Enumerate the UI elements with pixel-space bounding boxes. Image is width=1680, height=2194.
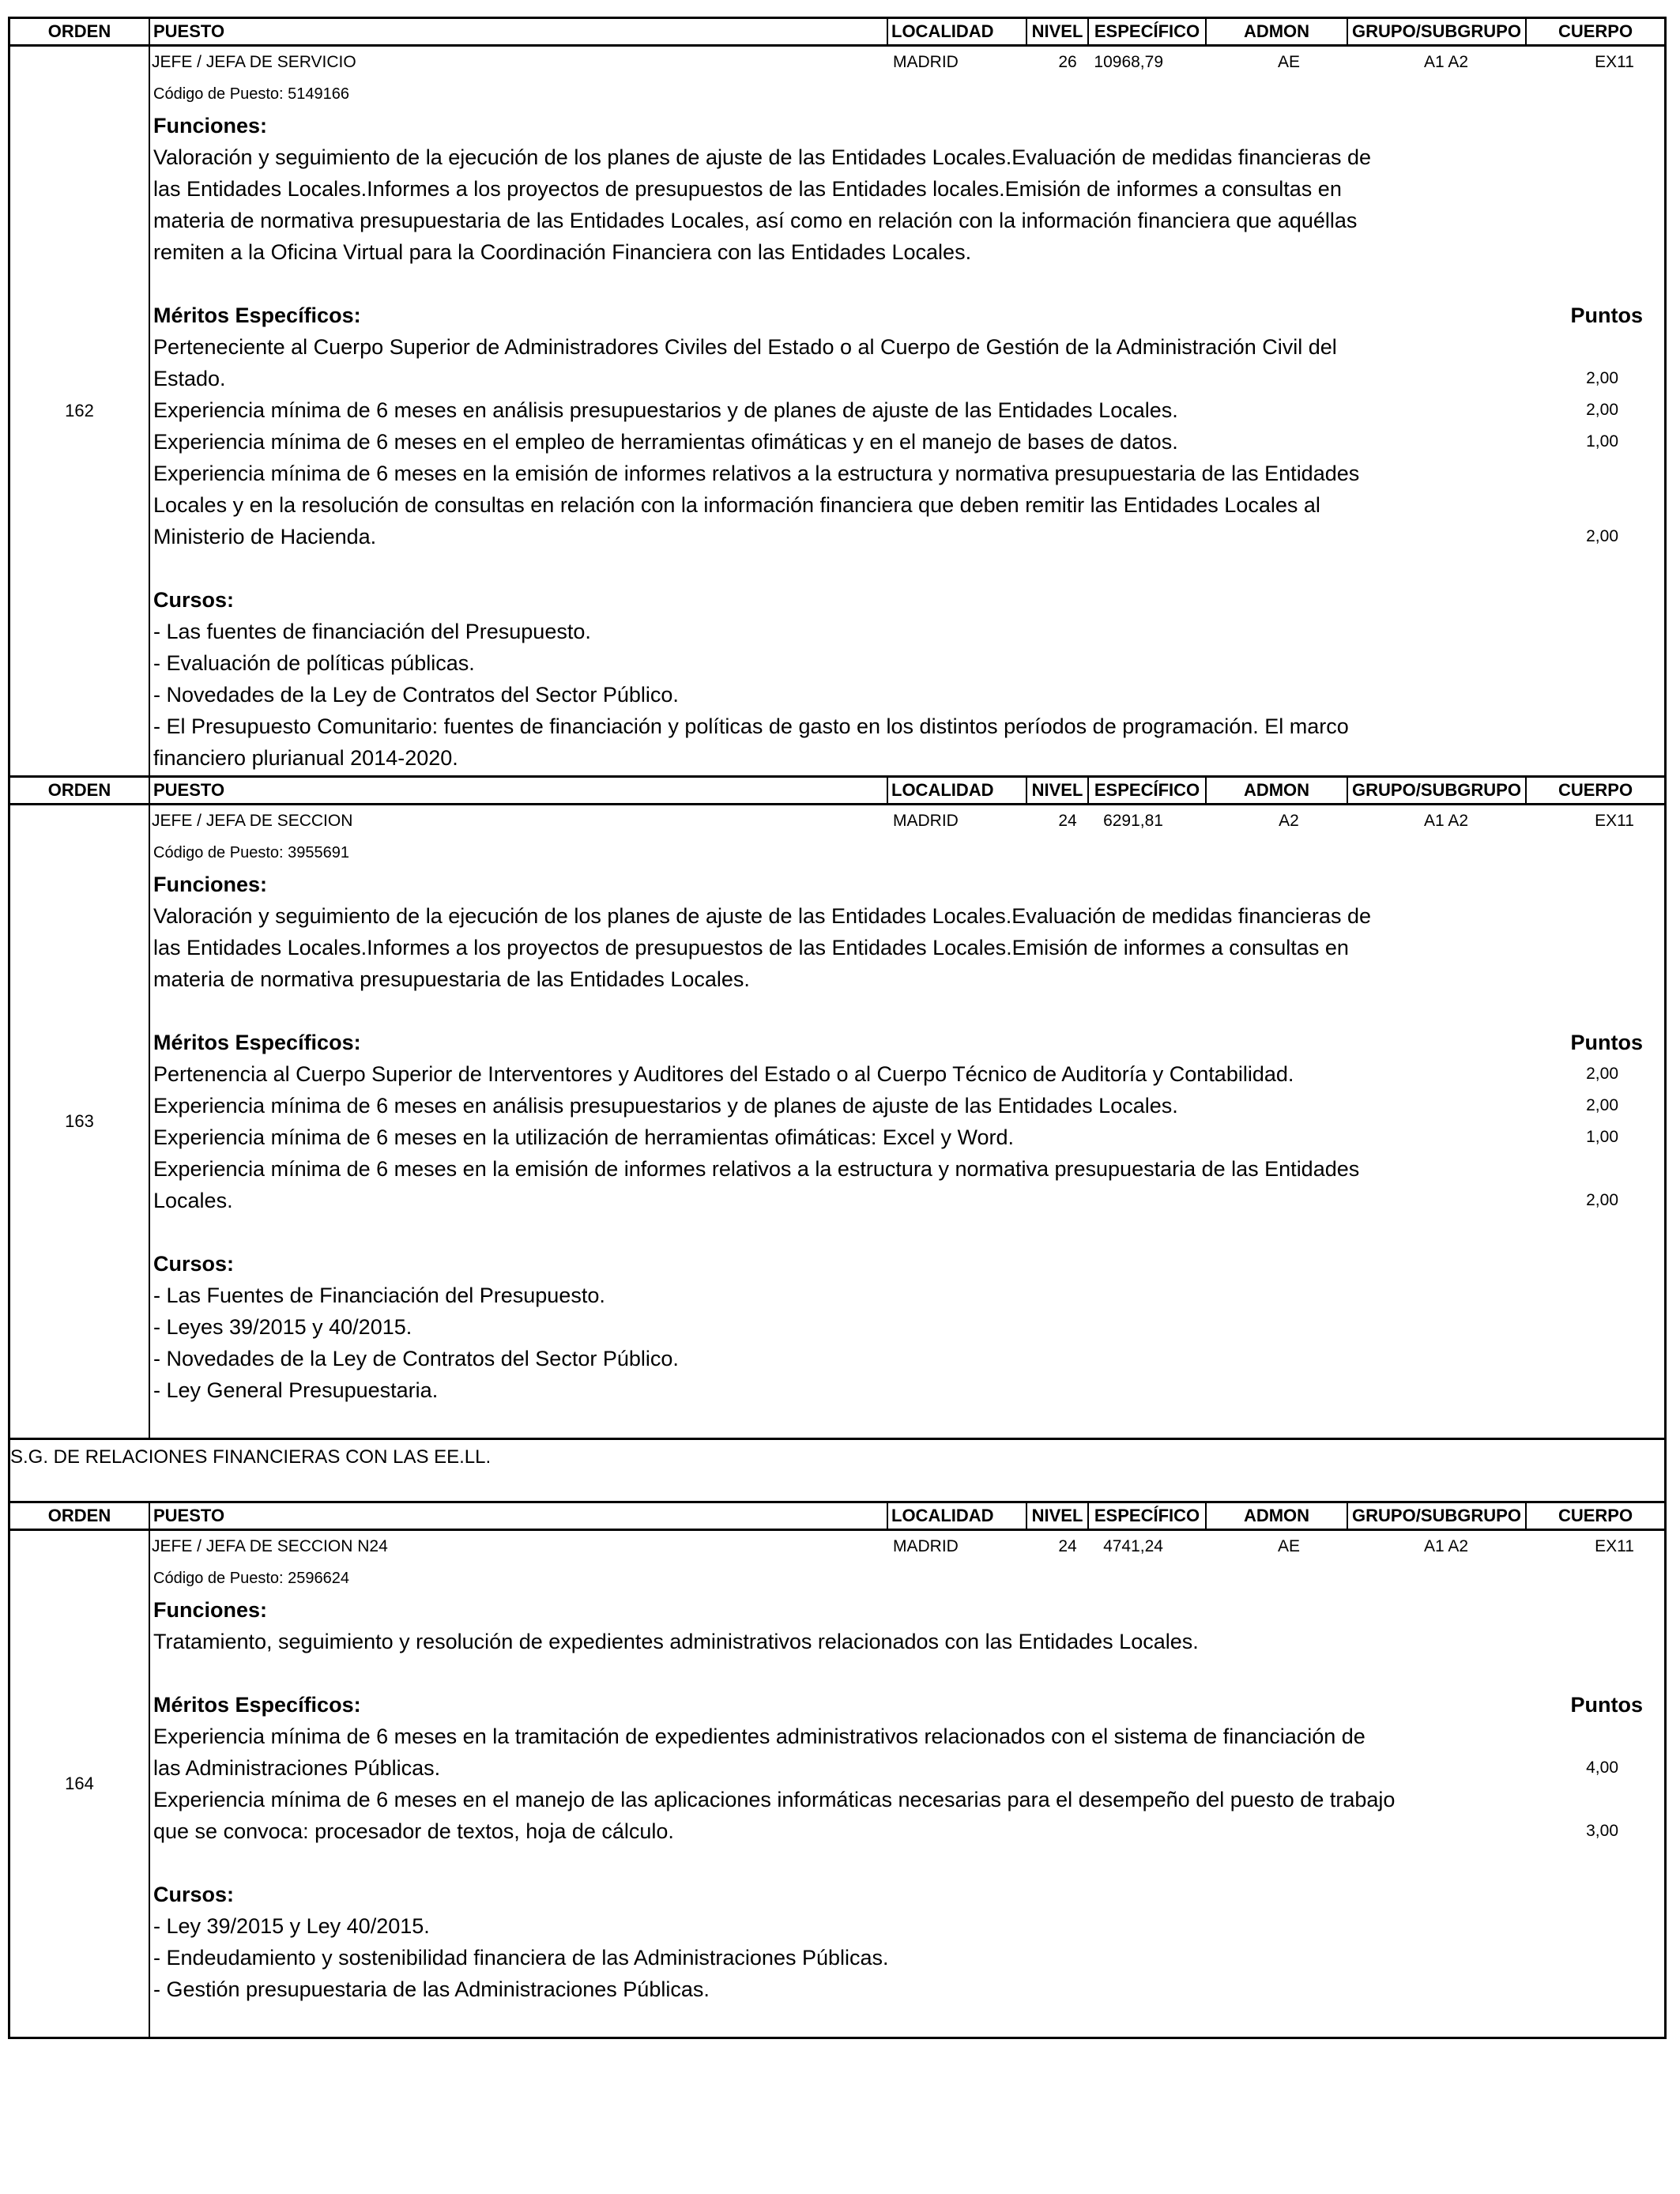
puntos-heading: Puntos bbox=[1570, 1693, 1643, 1717]
merito-item bbox=[150, 1153, 1664, 1216]
curso-item: - Endeudamiento y sostenibilidad financiera de las Administraciones Públicas. bbox=[153, 1946, 889, 1970]
merito-text bbox=[150, 1721, 1465, 1784]
section-title: S.G. DE RELACIONES FINANCIERAS CON LAS EE.LL. bbox=[10, 1446, 492, 1468]
header-orden: ORDEN bbox=[10, 19, 150, 44]
meritos-header bbox=[150, 1027, 1664, 1058]
block-bottom-padding bbox=[150, 1406, 1664, 1438]
position-grupo: A1 A2 bbox=[1423, 812, 1469, 830]
merito-text bbox=[150, 394, 1465, 426]
funciones-text bbox=[150, 1626, 1465, 1657]
funciones-line: Tratamiento, seguimiento y resolución de expedientes administrativos relacionados con las Entidades Locales. bbox=[153, 1630, 1199, 1653]
merito-text bbox=[150, 1153, 1465, 1216]
merito-item bbox=[150, 1122, 1664, 1153]
header-admon: ADMON bbox=[1207, 19, 1348, 44]
header-nivel: NIVEL bbox=[1027, 19, 1089, 44]
merito-line: Experiencia mínima de 6 meses en análisis presupuestarios y de planes de ajuste de las Entidades Locales. bbox=[153, 1094, 1178, 1118]
curso-item: - Evaluación de políticas públicas. bbox=[153, 651, 475, 675]
table-header-row bbox=[10, 17, 1664, 47]
position-body bbox=[10, 1531, 1664, 2037]
spacer bbox=[150, 1657, 1664, 1689]
funciones-line: Valoración y seguimiento de la ejecución de los planes de ajuste de las Entidades Locales.Evaluación de medidas financieras de bbox=[153, 145, 1371, 169]
position-puesto: JEFE / JEFA DE SECCION bbox=[152, 812, 353, 830]
header-puesto: PUESTO bbox=[150, 778, 888, 803]
header-nivel: NIVEL bbox=[1027, 1503, 1089, 1529]
position-nivel: 26 bbox=[1058, 53, 1077, 71]
funciones-line: materia de normativa presupuestaria de las Entidades Locales, así como en relación con la información financiera que aquéllas bbox=[153, 209, 1358, 232]
spacer bbox=[150, 1847, 1664, 1879]
merito-line: Experiencia mínima de 6 meses en el empleo de herramientas ofimáticas y en el manejo de bases de datos. bbox=[153, 430, 1178, 454]
merito-line: Experiencia mínima de 6 meses en la emisión de informes relativos a la estructura y normativa presupuestaria de las Entidades bbox=[153, 462, 1360, 485]
funciones-line: materia de normativa presupuestaria de las Entidades Locales. bbox=[153, 967, 750, 991]
meritos-heading: Méritos Específicos: bbox=[153, 303, 361, 327]
curso-item: - Las Fuentes de Financiación del Presupuesto. bbox=[153, 1284, 605, 1307]
merito-puntos: 4,00 bbox=[1586, 1759, 1618, 1777]
position-body bbox=[10, 47, 1664, 775]
merito-puntos: 2,00 bbox=[1586, 527, 1618, 545]
position-summary-row bbox=[150, 805, 1664, 837]
merito-puntos: 3,00 bbox=[1586, 1822, 1618, 1840]
position-cuerpo: EX11 bbox=[1595, 53, 1634, 71]
header-orden: ORDEN bbox=[10, 778, 150, 803]
merito-item bbox=[150, 1058, 1664, 1090]
merito-puntos: 2,00 bbox=[1586, 1065, 1618, 1083]
spacer bbox=[150, 268, 1664, 300]
curso-item: - Las fuentes de financiación del Presupuesto. bbox=[153, 620, 591, 643]
merito-puntos: 2,00 bbox=[1586, 369, 1618, 387]
position-details bbox=[150, 1531, 1664, 2037]
orden-number: 163 bbox=[10, 805, 150, 1438]
position-block bbox=[8, 1501, 1667, 2039]
spacer bbox=[150, 1216, 1664, 1248]
curso-item: financiero plurianual 2014-2020. bbox=[153, 746, 458, 770]
meritos-heading: Méritos Específicos: bbox=[153, 1693, 361, 1717]
spacer bbox=[150, 995, 1664, 1027]
position-especifico: 10968,79 bbox=[1094, 53, 1163, 71]
merito-item bbox=[150, 458, 1664, 552]
merito-line: Experiencia mínima de 6 meses en la utilización de herramientas ofimáticas: Excel y Word. bbox=[153, 1125, 1014, 1149]
curso-item: - Ley 39/2015 y Ley 40/2015. bbox=[153, 1914, 430, 1938]
header-orden: ORDEN bbox=[10, 1503, 150, 1529]
merito-text bbox=[150, 1122, 1465, 1153]
cursos-heading: Cursos: bbox=[153, 1252, 235, 1276]
position-summary-row bbox=[150, 1531, 1664, 1563]
header-cuerpo: CUERPO bbox=[1558, 1506, 1633, 1525]
position-puesto: JEFE / JEFA DE SECCION N24 bbox=[152, 1537, 388, 1555]
position-admon: AE bbox=[1277, 1537, 1301, 1555]
merito-text bbox=[150, 1784, 1465, 1847]
position-especifico: 4741,24 bbox=[1103, 1537, 1163, 1555]
position-details bbox=[150, 805, 1664, 1438]
codigo-de-puesto: Código de Puesto: 5149166 bbox=[153, 85, 349, 103]
position-cuerpo: EX11 bbox=[1595, 812, 1634, 830]
merito-line: Perteneciente al Cuerpo Superior de Administradores Civiles del Estado o al Cuerpo de Gestión de la Administración Civil del bbox=[153, 335, 1337, 359]
merito-item bbox=[150, 426, 1664, 458]
merito-item bbox=[150, 1090, 1664, 1122]
funciones-text bbox=[150, 900, 1465, 995]
merito-puntos: 1,00 bbox=[1586, 432, 1618, 450]
merito-puntos: 2,00 bbox=[1586, 401, 1618, 419]
header-puesto: PUESTO bbox=[150, 1503, 888, 1529]
merito-line: Experiencia mínima de 6 meses en la emisión de informes relativos a la estructura y normativa presupuestaria de las Entidades bbox=[153, 1157, 1360, 1181]
curso-item: - El Presupuesto Comunitario: fuentes de financiación y políticas de gasto en los distintos períodos de programación. El marco bbox=[153, 714, 1349, 738]
section-title-row bbox=[8, 1438, 1667, 1501]
funciones-text bbox=[150, 141, 1465, 268]
merito-text bbox=[150, 426, 1465, 458]
merito-text bbox=[150, 458, 1465, 552]
position-puesto: JEFE / JEFA DE SERVICIO bbox=[152, 53, 356, 71]
header-grupo: GRUPO/SUBGRUPO bbox=[1348, 778, 1527, 803]
curso-item: - Ley General Presupuestaria. bbox=[153, 1378, 439, 1402]
meritos-header bbox=[150, 300, 1664, 331]
merito-text bbox=[150, 331, 1465, 394]
spacer bbox=[150, 552, 1664, 584]
position-block bbox=[8, 775, 1667, 1438]
merito-line: Locales y en la resolución de consultas en relación con la información financiera que deben remitir las Entidades Locales al bbox=[153, 493, 1320, 517]
merito-line: las Administraciones Públicas. bbox=[153, 1756, 441, 1780]
meritos-heading: Méritos Específicos: bbox=[153, 1031, 361, 1054]
header-admon: ADMON bbox=[1207, 778, 1348, 803]
merito-text bbox=[150, 1058, 1465, 1090]
position-especifico: 6291,81 bbox=[1103, 812, 1163, 830]
position-cuerpo: EX11 bbox=[1595, 1537, 1634, 1555]
codigo-de-puesto: Código de Puesto: 3955691 bbox=[153, 844, 349, 861]
merito-item bbox=[150, 1784, 1664, 1847]
curso-item: - Leyes 39/2015 y 40/2015. bbox=[153, 1315, 412, 1339]
header-puesto: PUESTO bbox=[150, 19, 888, 44]
header-localidad: LOCALIDAD bbox=[888, 19, 1027, 44]
position-nivel: 24 bbox=[1058, 812, 1077, 830]
header-localidad: LOCALIDAD bbox=[888, 1503, 1027, 1529]
orden-number: 162 bbox=[10, 47, 150, 775]
merito-puntos: 2,00 bbox=[1586, 1096, 1618, 1114]
funciones-heading: Funciones: bbox=[153, 1598, 268, 1622]
funciones-line: Valoración y seguimiento de la ejecución de los planes de ajuste de las Entidades Locales.Evaluación de medidas financieras de bbox=[153, 904, 1371, 928]
merito-puntos: 1,00 bbox=[1586, 1128, 1618, 1146]
codigo-de-puesto: Código de Puesto: 2596624 bbox=[153, 1570, 349, 1587]
position-body bbox=[10, 805, 1664, 1438]
merito-line: Experiencia mínima de 6 meses en análisis presupuestarios y de planes de ajuste de las Entidades Locales. bbox=[153, 398, 1178, 422]
meritos-header bbox=[150, 1689, 1664, 1721]
document-sheet bbox=[8, 17, 1667, 2039]
header-especifico: ESPECÍFICO bbox=[1089, 778, 1207, 803]
position-details bbox=[150, 47, 1664, 775]
position-grupo: A1 A2 bbox=[1423, 53, 1469, 71]
merito-item bbox=[150, 1721, 1664, 1784]
funciones-heading: Funciones: bbox=[153, 873, 268, 896]
merito-item bbox=[150, 394, 1664, 426]
block-bottom-padding bbox=[150, 2005, 1664, 2037]
cursos-heading: Cursos: bbox=[153, 588, 235, 612]
header-localidad: LOCALIDAD bbox=[888, 778, 1027, 803]
curso-item: - Novedades de la Ley de Contratos del Sector Público. bbox=[153, 683, 679, 707]
position-localidad: MADRID bbox=[893, 53, 959, 71]
merito-line: Pertenencia al Cuerpo Superior de Interventores y Auditores del Estado o al Cuerpo Técnico de Auditoría y Contabilidad. bbox=[153, 1062, 1294, 1086]
funciones-line: las Entidades Locales.Informes a los proyectos de presupuestos de las Entidades locales.Emisión de informes a consultas en bbox=[153, 177, 1342, 201]
curso-item: - Novedades de la Ley de Contratos del Sector Público. bbox=[153, 1347, 679, 1370]
merito-item bbox=[150, 331, 1664, 394]
merito-line: Locales. bbox=[153, 1189, 233, 1212]
position-grupo: A1 A2 bbox=[1423, 1537, 1469, 1555]
position-nivel: 24 bbox=[1058, 1537, 1077, 1555]
position-admon: A2 bbox=[1279, 812, 1299, 830]
merito-text bbox=[150, 1090, 1465, 1122]
orden-number: 164 bbox=[10, 1531, 150, 2037]
curso-item: - Gestión presupuestaria de las Administraciones Públicas. bbox=[153, 1977, 710, 2001]
cursos-heading: Cursos: bbox=[153, 1883, 235, 1906]
merito-line: Experiencia mínima de 6 meses en la tramitación de expedientes administrativos relacionados con el sistema de financiación de bbox=[153, 1725, 1365, 1748]
header-especifico: ESPECÍFICO bbox=[1089, 1503, 1207, 1529]
position-block bbox=[8, 17, 1667, 775]
puntos-heading: Puntos bbox=[1570, 303, 1643, 327]
header-nivel: NIVEL bbox=[1027, 778, 1089, 803]
header-cuerpo: CUERPO bbox=[1558, 780, 1633, 800]
puntos-heading: Puntos bbox=[1570, 1031, 1643, 1054]
merito-line: Experiencia mínima de 6 meses en el manejo de las aplicaciones informáticas necesarias para el desempeño del puesto de trabajo bbox=[153, 1788, 1396, 1811]
position-summary-row bbox=[150, 47, 1664, 78]
header-grupo: GRUPO/SUBGRUPO bbox=[1348, 1503, 1527, 1529]
table-header-row bbox=[10, 775, 1664, 805]
position-admon: AE bbox=[1277, 53, 1301, 71]
merito-puntos: 2,00 bbox=[1586, 1191, 1618, 1209]
funciones-line: las Entidades Locales.Informes a los proyectos de presupuestos de las Entidades Locales.Emisión de informes a consultas en bbox=[153, 936, 1349, 959]
header-grupo: GRUPO/SUBGRUPO bbox=[1348, 19, 1527, 44]
merito-line: Estado. bbox=[153, 367, 226, 390]
merito-line: Ministerio de Hacienda. bbox=[153, 525, 377, 548]
table-header-row bbox=[10, 1501, 1664, 1531]
position-localidad: MADRID bbox=[893, 1537, 959, 1555]
header-admon: ADMON bbox=[1207, 1503, 1348, 1529]
position-localidad: MADRID bbox=[893, 812, 959, 830]
header-especifico: ESPECÍFICO bbox=[1089, 19, 1207, 44]
funciones-line: remiten a la Oficina Virtual para la Coordinación Financiera con las Entidades Locales. bbox=[153, 240, 972, 264]
header-cuerpo: CUERPO bbox=[1558, 21, 1633, 41]
funciones-heading: Funciones: bbox=[153, 114, 268, 138]
merito-line: que se convoca: procesador de textos, hoja de cálculo. bbox=[153, 1819, 674, 1843]
